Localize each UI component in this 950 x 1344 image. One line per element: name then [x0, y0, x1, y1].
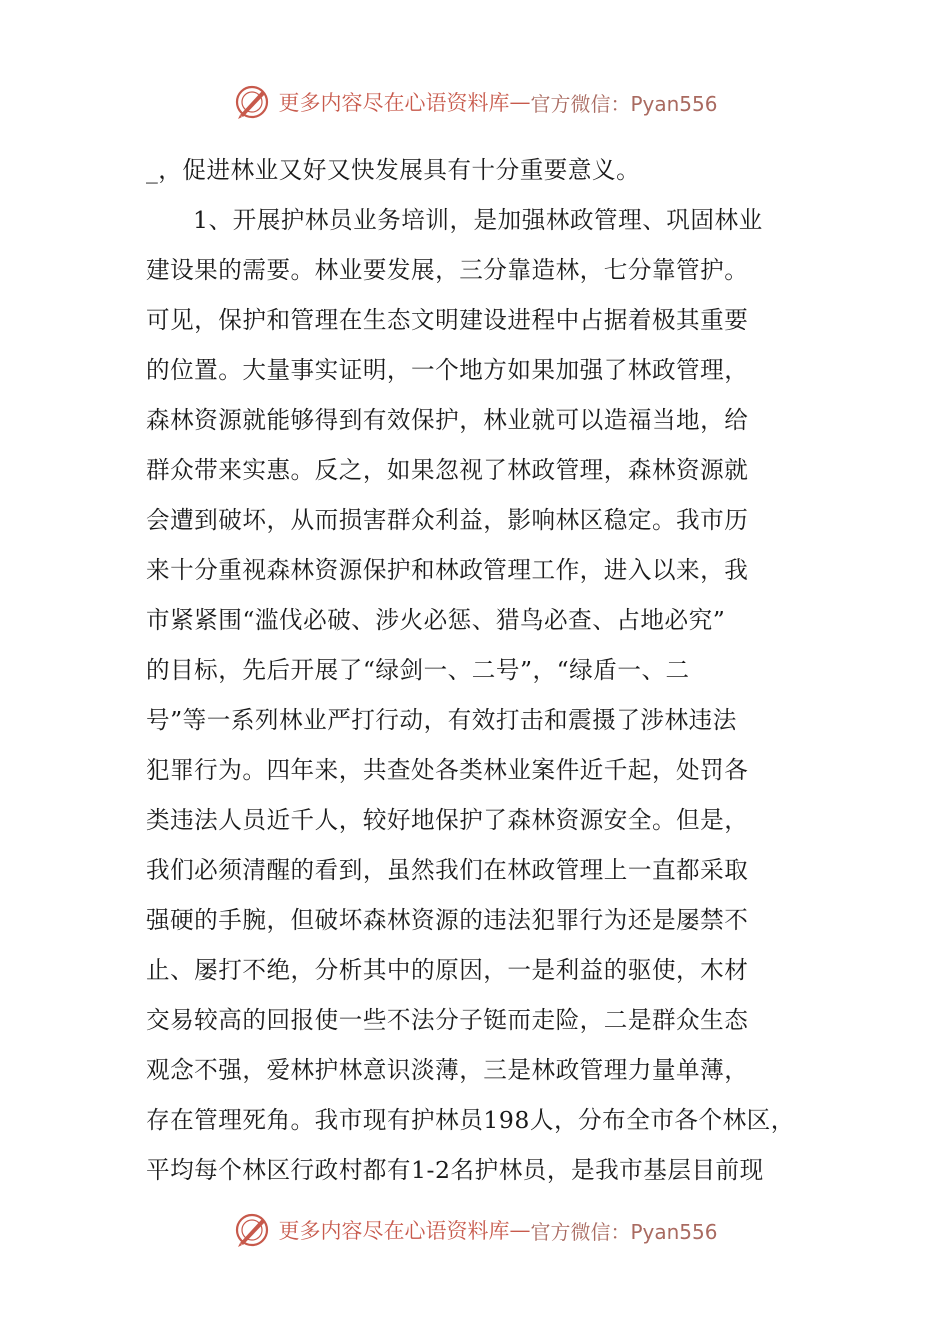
text-line: 存在管理死角。我市现有护林员198人，分布全市各个林区， — [146, 1106, 795, 1134]
watermark-main-text: 更多内容尽在心语资料库 — [278, 91, 510, 115]
watermark-dash: — — [509, 90, 531, 114]
pen-logo-icon — [232, 82, 272, 122]
text-line: 犯罪行为。四年来，共查处各类林业案件近千起，处罚各 — [146, 756, 749, 784]
watermark-sub-text: 官方微信：Pyan556 — [530, 1219, 718, 1244]
header-watermark — [0, 80, 950, 124]
watermark-main-text: 更多内容尽在心语资料库 — [278, 1219, 510, 1243]
text-line: 市紧紧围“滥伐必破、涉火必惩、猎鸟必查、占地必究” — [146, 606, 726, 634]
text-line: 强硬的手腕，但破坏森林资源的违法犯罪行为还是屡禁不 — [146, 906, 749, 934]
footer-watermark — [0, 1208, 950, 1252]
text-line: 群众带来实惠。反之，如果忽视了林政管理，森林资源就 — [146, 456, 749, 484]
text-line: 类违法人员近千人，较好地保护了森林资源安全。但是， — [146, 806, 749, 834]
text-line: _，促进林业又好又快发展具有十分重要意义。 — [146, 156, 641, 184]
text-line: 的目标，先后开展了“绿剑一、二号”，“绿盾一、二 — [146, 656, 690, 684]
text-line: 来十分重视森林资源保护和林政管理工作，进入以来，我 — [146, 556, 749, 584]
text-line: 止、屡打不绝，分析其中的原因，一是利益的驱使，木材 — [146, 956, 749, 984]
watermark-dash: — — [509, 1218, 531, 1242]
text-line: 观念不强，爱林护林意识淡薄，三是林政管理力量单薄， — [146, 1056, 749, 1084]
paragraph-first-line: 1、开展护林员业务培训，是加强林政管理、巩固林业 — [193, 206, 763, 234]
text-line: 交易较高的回报使一些不法分子铤而走险，二是群众生态 — [146, 1006, 749, 1034]
pen-logo-icon — [232, 1210, 272, 1250]
text-line: 的位置。大量事实证明，一个地方如果加强了林政管理， — [146, 356, 749, 384]
text-line: 森林资源就能够得到有效保护，林业就可以造福当地，给 — [146, 406, 749, 434]
text-line: 号”等一系列林业严打行动，有效打击和震摄了涉林违法 — [146, 706, 737, 734]
document-body — [146, 145, 810, 1195]
text-line: 我们必须清醒的看到，虽然我们在林政管理上一直都采取 — [146, 856, 749, 884]
watermark-sub-text: 官方微信：Pyan556 — [530, 91, 718, 116]
text-line: 建设果的需要。林业要发展，三分靠造林，七分靠管护。 — [146, 256, 749, 284]
text-line: 平均每个林区行政村都有1-2名护林员，是我市基层目前现 — [146, 1156, 764, 1184]
text-line: 会遭到破坏，从而损害群众利益，影响林区稳定。我市历 — [146, 506, 749, 534]
text-line: 可见，保护和管理在生态文明建设进程中占据着极其重要 — [146, 306, 749, 334]
